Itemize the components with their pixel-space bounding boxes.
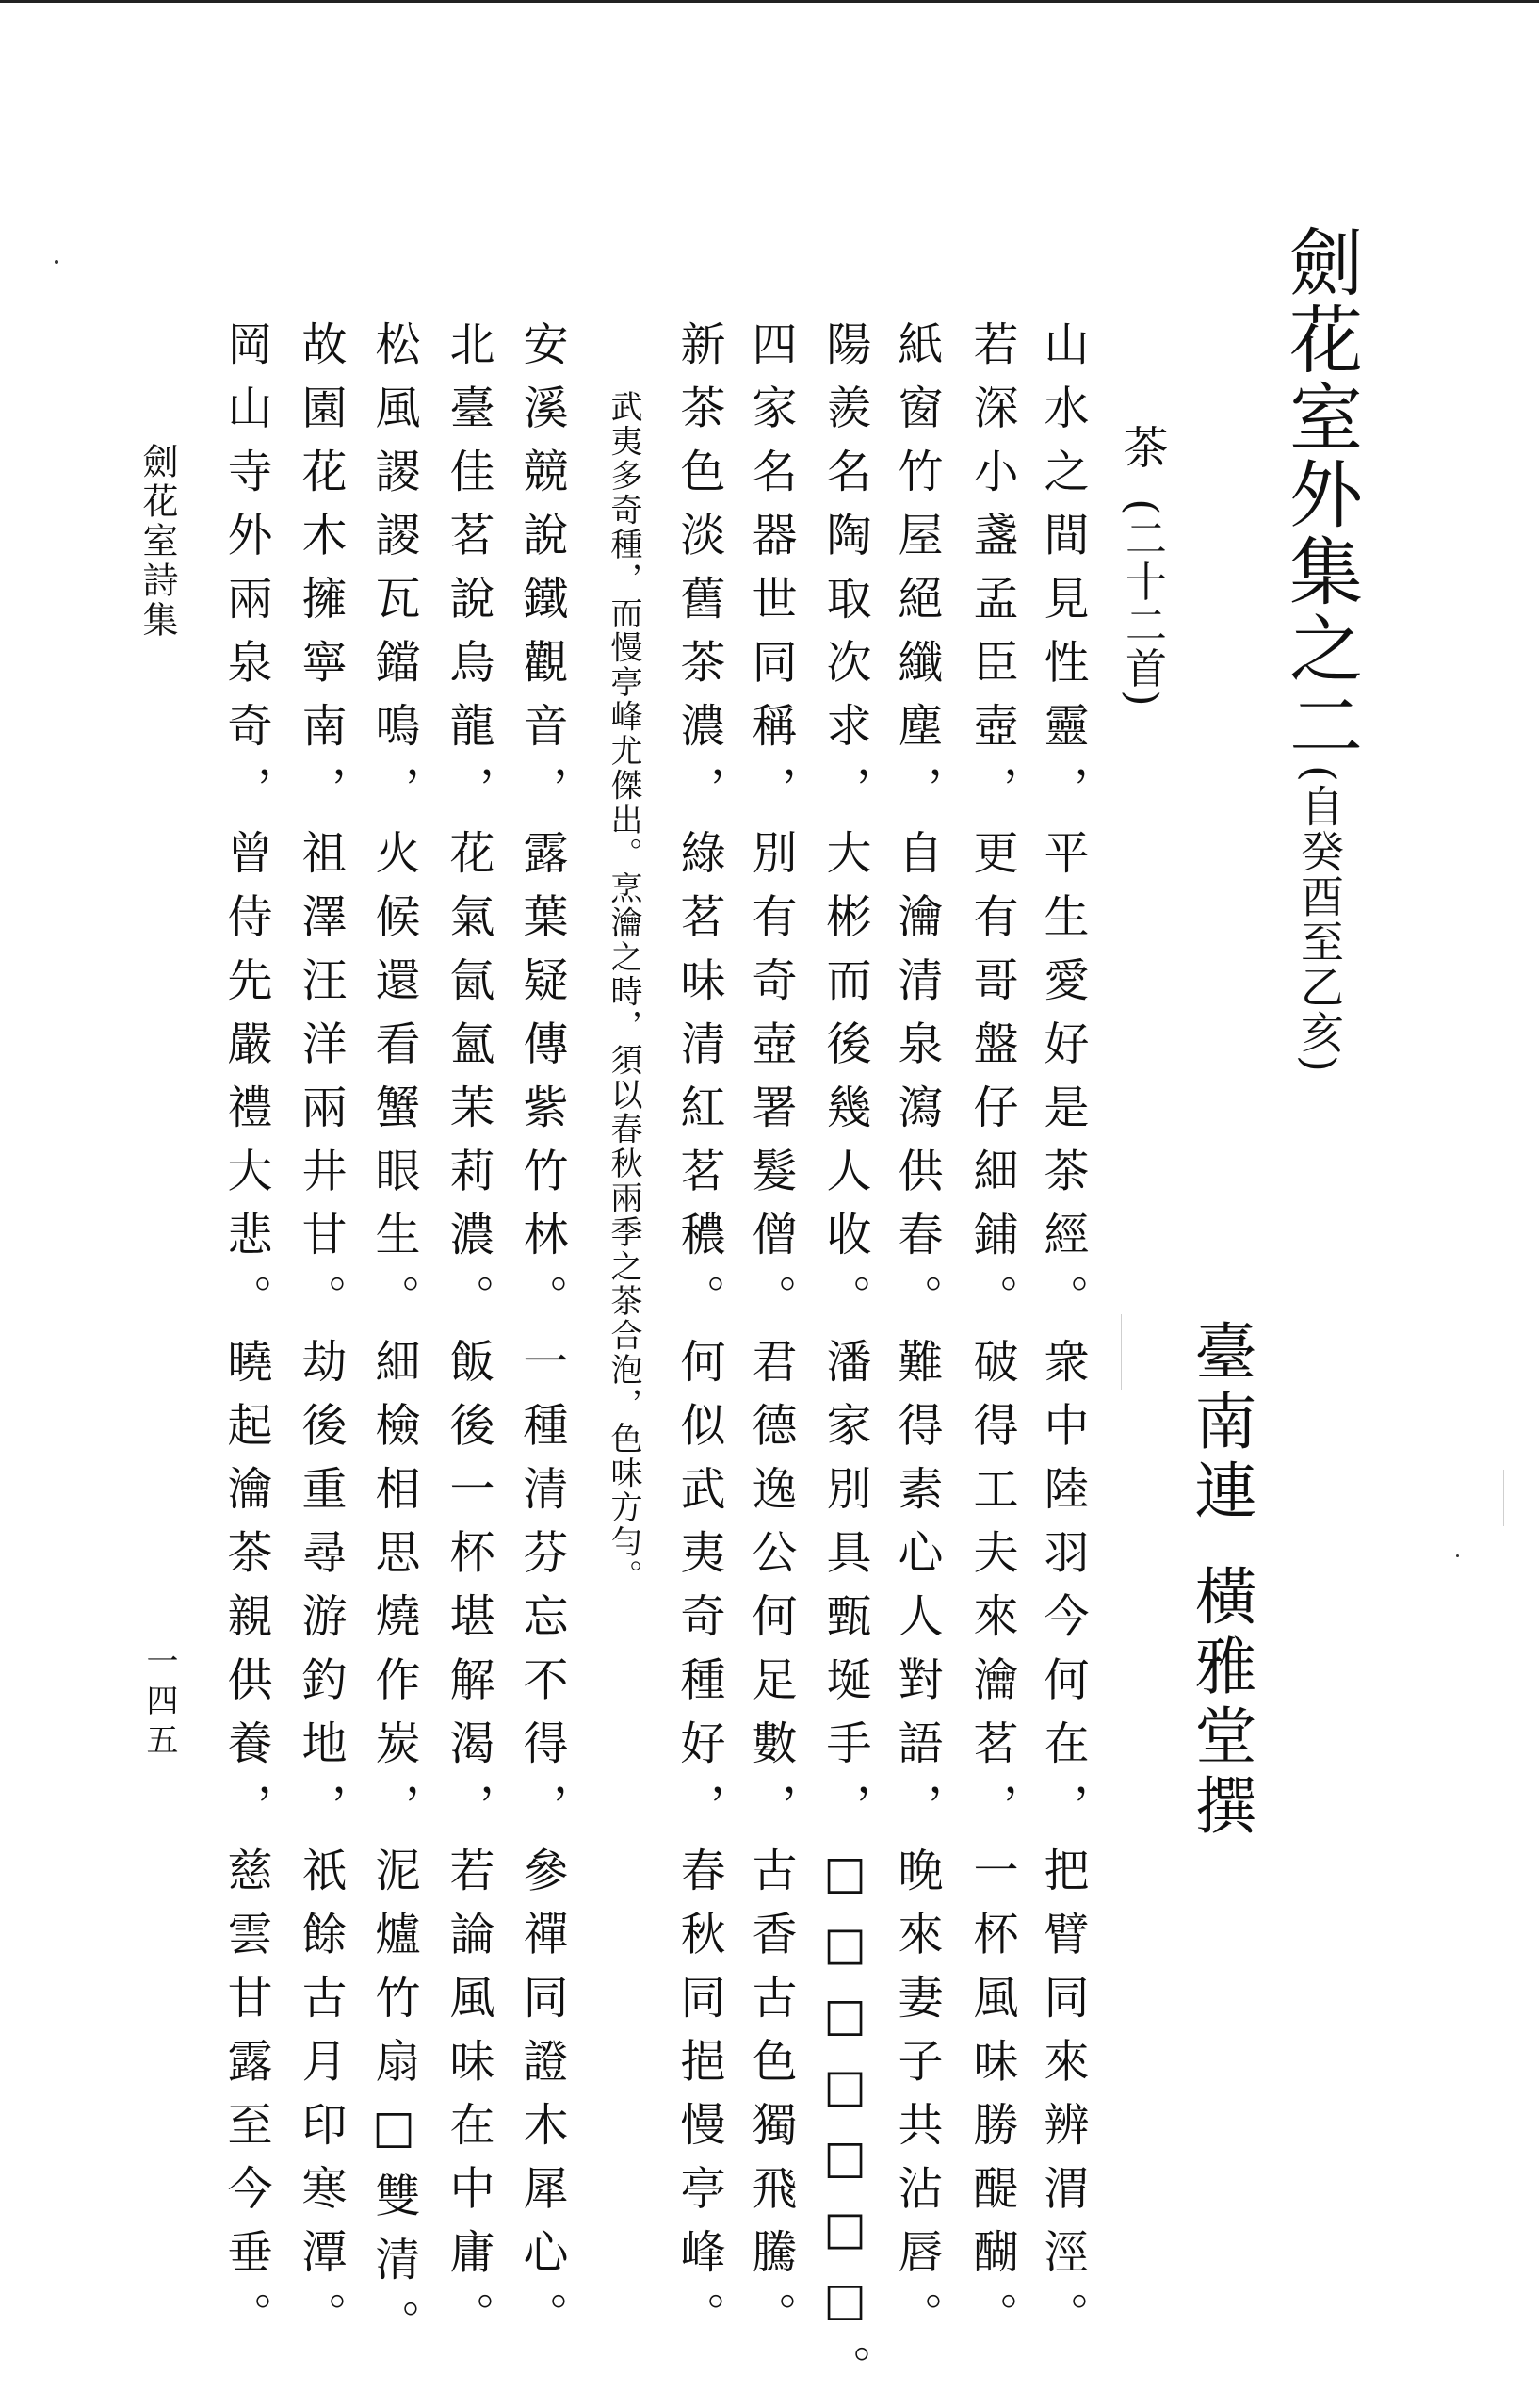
poem-count: (二十二首) (1118, 498, 1166, 708)
top-border-rule (0, 0, 1539, 3)
author-name: 橫雅堂撰 (1184, 1564, 1256, 1843)
poem-line: 安溪競說鐵觀音，露葉疑傳紫竹林。一種清芬忘不得，參禪同證木犀心。 (515, 320, 568, 2355)
poem-line: 故園花木擁寧南，祖澤汪洋兩井甘。劫後重尋游釣地，祇餘古月印寒潭。 (294, 320, 347, 2355)
running-head: 劍花室詩集 (137, 443, 178, 641)
scan-mark (1503, 1470, 1504, 1526)
poem-line: 岡山寺外兩泉奇，曾侍先嚴禮大悲。曉起瀹茶親供養，慈雲甘露至今垂。 (219, 320, 272, 2355)
page-title (1277, 224, 1362, 1074)
title-text: 劍花室外集之二 (1277, 224, 1362, 765)
poem-line: 紙窗竹屋絕纖塵，自瀹清泉瀉供春。難得素心人對語，晚來妻子共沾唇。 (890, 320, 943, 2355)
author-place: 臺南連 (1184, 1319, 1256, 1528)
poem-title (1115, 424, 1168, 708)
scan-mark (1121, 1314, 1122, 1390)
page-number: 一四五 (140, 1644, 178, 1763)
scan-speck (1456, 1554, 1459, 1557)
title-date-range: (自癸酉至乙亥) (1294, 765, 1345, 1074)
poem-line: 山水之間見性靈，平生愛好是茶經。衆中陸羽今何在，把臂同來辨渭涇。 (1036, 320, 1089, 2355)
poem-title-text: 茶 (1115, 424, 1168, 477)
poem-line: 松風謖謖瓦鐺鳴，火候還看蟹眼生。細檢相思燒作炭，泥爐竹扇□雙清。 (367, 320, 420, 2363)
poem-line: 四家名器世同稱，別有奇壺署髮僧。君德逸公何足數，古香古色獨飛騰。 (744, 320, 797, 2355)
poem-line: 陽羨名陶取次求，大彬而後幾人收。潘家別具甄埏手，□□□□□□□。 (818, 320, 871, 2408)
poem-line: 北臺佳茗說烏龍，花氣氤氳茉莉濃。飯後一杯堪解渴，若論風味在中庸。 (442, 320, 494, 2355)
annotation-note: 武夷多奇種，而慢亭峰尤傑出。烹瀹之時，須以春秋兩季之茶合泡，色味方勻。 (605, 390, 642, 1594)
poem-line: 新茶色淡舊茶濃，綠茗味清紅茗穠。何似武夷奇種好，春秋同挹慢亭峰。 (672, 320, 725, 2355)
poem-line: 若深小盞孟臣壺，更有哥盤仔細鋪。破得工夫來瀹茗，一杯風味勝醍醐。 (965, 320, 1018, 2355)
scan-speck (55, 260, 58, 264)
